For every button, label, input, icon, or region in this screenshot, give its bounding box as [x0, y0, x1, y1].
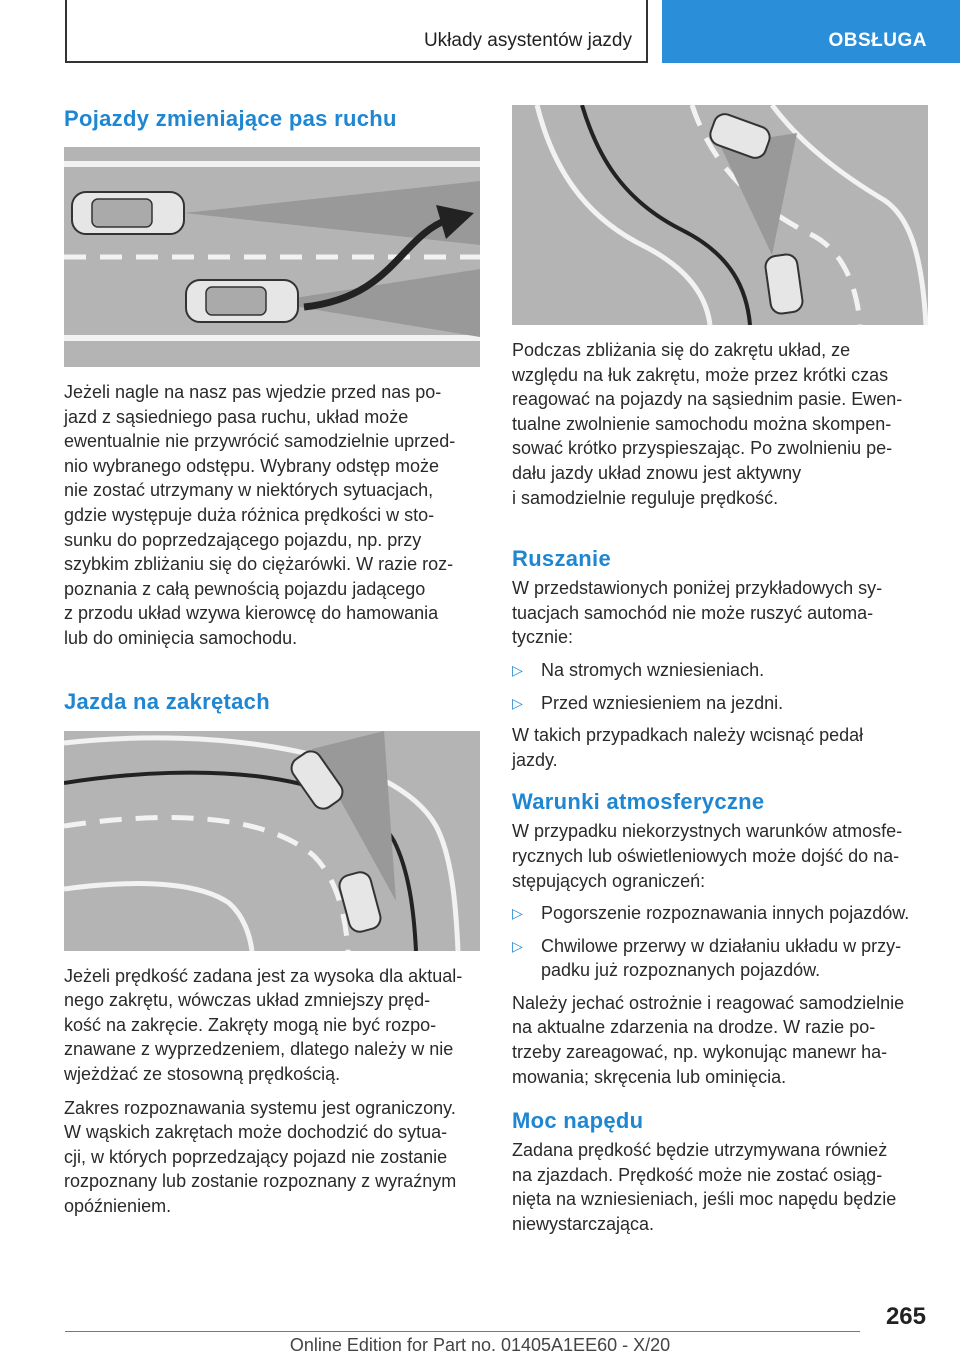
list-item: ▷ Na stromych wzniesieniach.: [512, 658, 930, 683]
list-starting: [512, 658, 930, 715]
paragraph-starting: W przedstawionych poniżej przykładowych sy- tuacjach samochód nie może ruszyć automa- tycznie:: [512, 578, 883, 648]
paragraph-weather: W przypadku niekorzystnych warunków atmosfe- rycznych lub oświetleniowych może dojść do na- stępujących ograniczeń:: [512, 821, 903, 891]
paragraph-starting-2: W takich przypadkach należy wcisnąć pedał jazdy.: [512, 725, 864, 770]
figure-curve-2: [512, 105, 928, 325]
list-item: ▷ Pogorszenie rozpoznawania innych pojazdów.: [512, 901, 930, 926]
paragraph-curves-2: Zakres rozpoznawania systemu jest ograniczony. W wąskich zakrętach może dochodzić do sytua- cji, w których poprzedzający pojazd nie zostanie rozpoznany lub zostanie rozpoznany z wyraźnym opóźnieniem.: [64, 1097, 457, 1216]
paragraph-curves-1: Jeżeli prędkość zadana jest za wysoka dla aktual- nego zakrętu, wówczas układ zmniejszy pręd- kość na zakręcie. Zakręty mogą nie być rozpo- znawane z wyprzedzeniem, dlatego należy w nie wjeżdżać ze stosowną prędkością.: [64, 965, 463, 1084]
heading-curves: Jazda na zakrętach: [64, 688, 270, 714]
list-item: ▷ Przed wzniesieniem na jezdni.: [512, 691, 930, 716]
footer-edition: Online Edition for Part no. 01405A1EE60 - X/20: [289, 1335, 671, 1355]
left-column: [64, 105, 482, 1218]
heading-weather: Warunki atmosferyczne: [512, 789, 765, 815]
car-own-icon: [764, 253, 804, 315]
list-item: ▷ Chwilowe przerwy w działaniu układu w przy- padku już rozpoznanych pojazdów.: [512, 934, 930, 983]
footer-divider: [65, 1331, 860, 1332]
car-front-icon: [72, 192, 184, 234]
paragraph-drive-power: Zadana prędkość będzie utrzymywana również na zjazdach. Prędkość może nie zostać osiąg- nięta na wzniesieniach, jeśli moc napędu będzie niewystarczająca.: [512, 1140, 897, 1235]
page-number: 265: [885, 1303, 926, 1330]
heading-drive-power: Moc napędu: [512, 1108, 644, 1134]
figure-curve-1: [64, 731, 480, 951]
right-column: [512, 105, 930, 1237]
header-frame: [65, 0, 648, 63]
car-merging-icon: [186, 280, 298, 322]
figure-lane-change: [64, 147, 480, 367]
paragraph-lane-change: Jeżeli nagle na nasz pas wjedzie przed nas po- jazd z sąsiedniego pasa ruchu, układ może ewentualnie nie przywrócić samodzielnie uprzed- nio wybranego odstępu. Wybrany odstęp może nie zostać utrzymany w niektórych sytuacjach, gdzie występuje duża różnica prędkości w sto- sunku do poprzedzającego pojazdu, np. przy szybkim zbliżaniu się do ciężarówki. W razie roz- poznania z całą pewnością pojazdu jadącego z przodu układ wzywa kierowcę do hamowania lub do ominięcia samochodu.: [64, 382, 456, 648]
list-weather: [512, 901, 930, 983]
paragraph-curves-3: Podczas zbliżania się do zakrętu układ, ze względu na łuk zakrętu, może przez krótki czas reagować na pojazdy na sąsiednim pasie. Ewen- tualne zwolnienie samochodu można skompen- sować krótko przyspieszając. Po zwolnieniu pe- dału jazdy układ znowu jest aktywny i samodzielnie reguluje prędkość.: [512, 340, 903, 508]
heading-starting: Ruszanie: [512, 546, 611, 572]
header-section-title: Układy asystentów jazdy: [423, 30, 632, 51]
header-tab: [662, 0, 960, 63]
paragraph-weather-2: Należy jechać ostrożnie i reagować samodzielnie na aktualne zdarzenia na drodze. W razie po- trzeby zareagować, np. wykonując manewr ha- mowania; skręcenia lub ominięcia.: [512, 992, 905, 1087]
header-tab-label: OBSŁUGA: [828, 30, 927, 51]
heading-lane-change: Pojazdy zmieniające pas ruchu: [64, 106, 397, 131]
